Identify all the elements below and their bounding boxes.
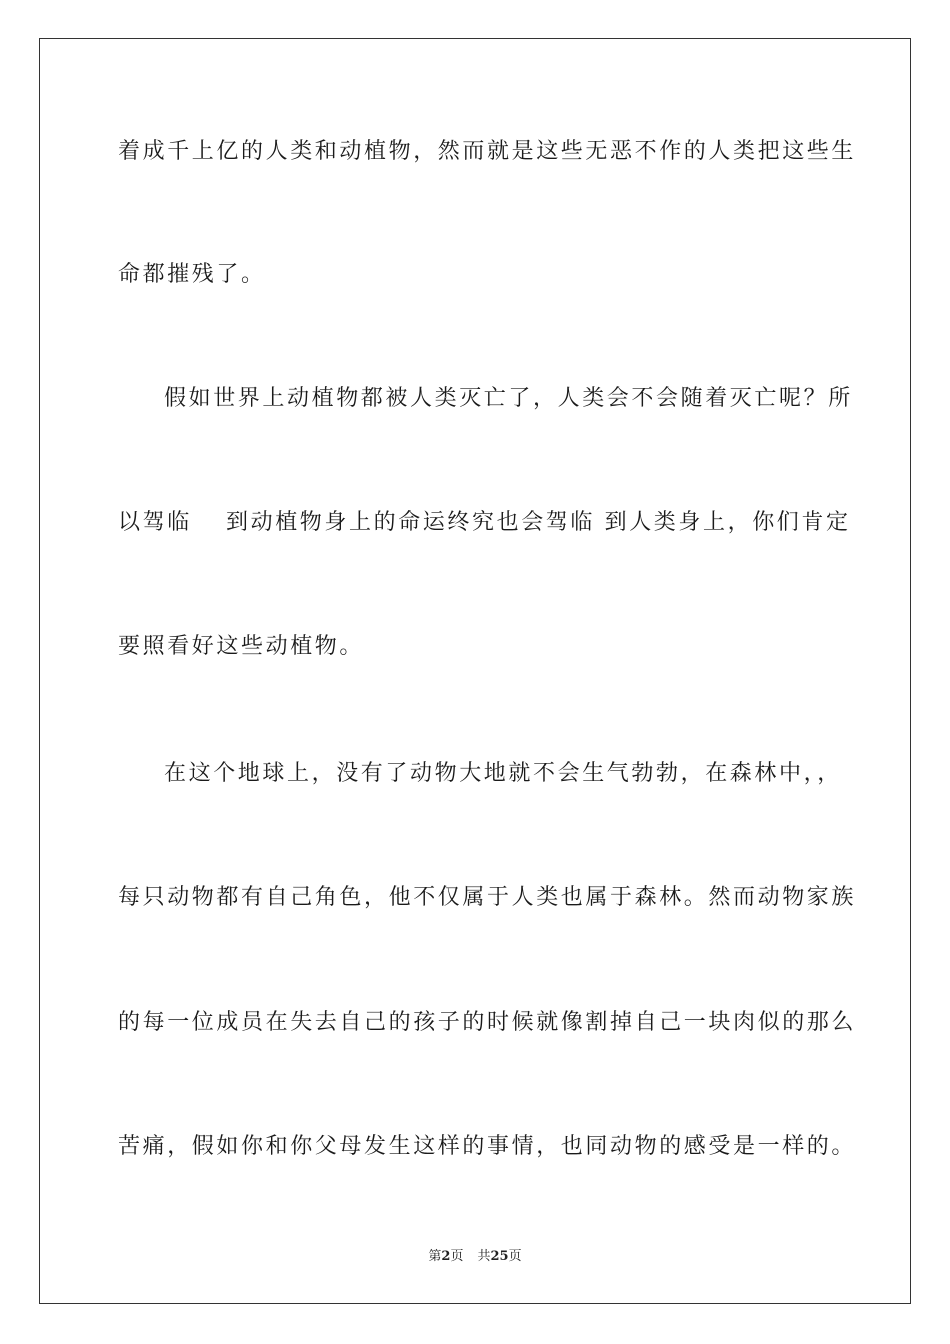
paragraph-line-5: 要照看好这些动植物。 [118, 634, 365, 659]
paragraph-line-3: 假如世界上动植物都被人类灭亡了，人类会不会随着灭亡呢？所 [164, 386, 853, 411]
page-footer [0, 1248, 950, 1266]
footer-total-suffix: 页 [508, 1249, 522, 1264]
paragraph-line-8: 的每一位成员在失去自己的孩子的时候就像割掉自己一块肉似的那么 [118, 1010, 857, 1035]
footer-page-suffix: 页 [450, 1249, 464, 1264]
paragraph-line-9: 苦痛，假如你和你父母发生这样的事情，也同动物的感受是一样的。 [118, 1134, 857, 1159]
paragraph-line-7: 每只动物都有自己角色，他不仅属于人类也属于森林。然而动物家族 [118, 885, 857, 910]
paragraph-line-2: 命都摧残了。 [118, 262, 266, 287]
footer-total-pages: 25 [490, 1249, 509, 1264]
paragraph-line-4: 以驾临 到动植物身上的命运终究也会驾临 到人类身上，你们肯定 [118, 510, 851, 535]
footer-total-prefix: 共 [477, 1249, 491, 1264]
footer-page-prefix: 第 [428, 1249, 442, 1264]
paragraph-line-1: 着成千上亿的人类和动植物，然而就是这些无恶不作的人类把这些生 [118, 139, 857, 164]
footer-page-number: 2 [441, 1249, 451, 1264]
page-border [39, 38, 911, 1304]
paragraph-line-6: 在这个地球上，没有了动物大地就不会生气勃勃，在森林中，， [164, 761, 842, 786]
